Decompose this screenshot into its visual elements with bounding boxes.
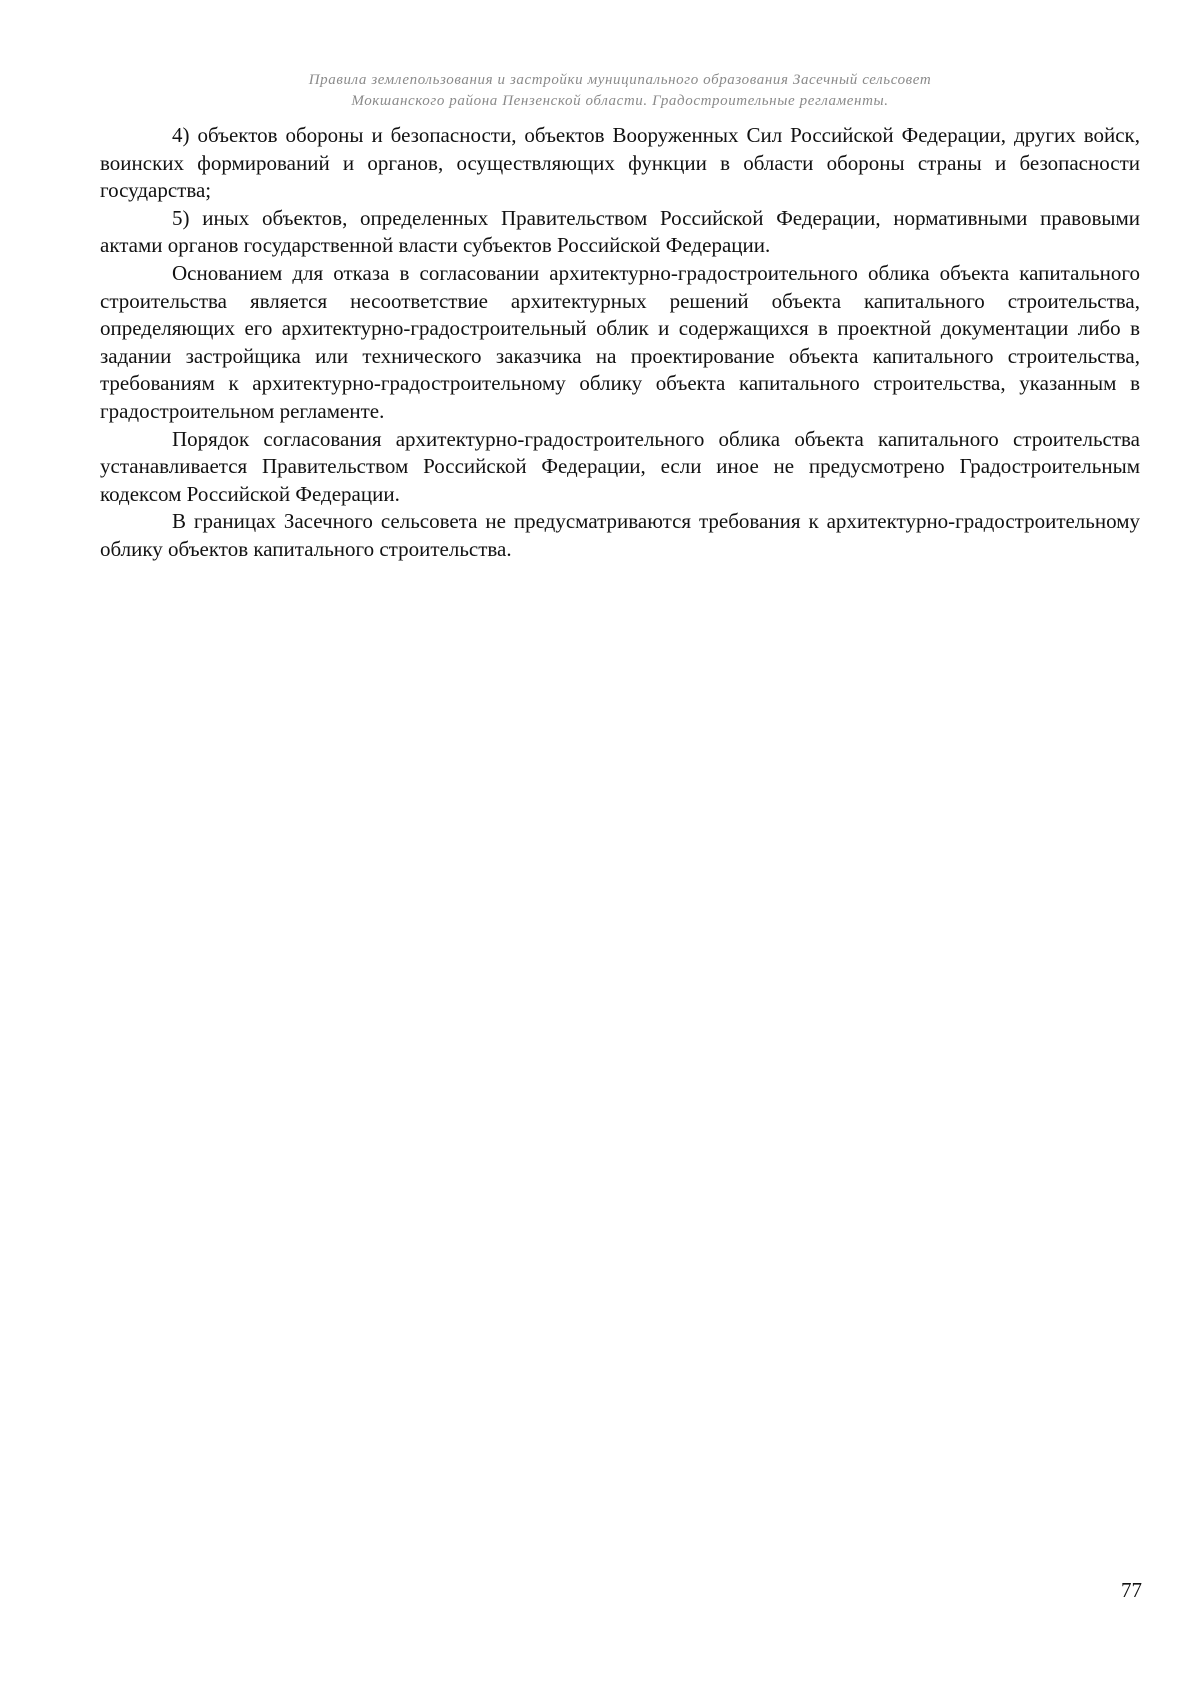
paragraph-item-5: 5) иных объектов, определенных Правительством Российской Федерации, нормативными правовыми актами органов государственной власти субъектов Российской Федерации. [100, 205, 1140, 258]
running-header-line-1: Правила землепользования и застройки муниципального образования Засечный сельсовет [308, 72, 932, 88]
paragraph-zasechny-requirements: В границах Засечного сельсовета не предусматриваются требования к архитектурно-градостроительному облику объектов капитального строительства. [100, 509, 1140, 561]
paragraph-approval-procedure: Порядок согласования архитектурно-градостроительного облика объекта капитального строительства устанавливается Правительством Российской Федерации, если иное не предусмотрено Градостроительным кодексом Российской Федерации. [100, 426, 1140, 506]
page-number: 77 [1121, 1578, 1142, 1602]
running-header [100, 70, 1140, 112]
paragraph-refusal-grounds: Основанием для отказа в согласовании архитектурно-градостроительного облика объекта капитального строительства является несоответствие архитектурных решений объекта капитального строительства, определяющих его архитектурно-градостроительный облик и содержащихся в проектной документации либо в задании застройщика или технического заказчика на проектирование объекта капитального строительства, требованиям к архитектурно-градостроительному облику объекта капитального строительства, указанным в градостроительном регламенте. [100, 260, 1140, 423]
paragraph-item-4: 4) объектов обороны и безопасности, объектов Вооруженных Сил Российской Федерации, других войск, воинских формирований и органов, осуществляющих функции в области обороны страны и безопасности государства; [100, 123, 1140, 203]
document-body [100, 122, 1140, 564]
running-header-line-2: Мокшанского района Пензенской области. Градостроительные регламенты. [351, 93, 889, 109]
